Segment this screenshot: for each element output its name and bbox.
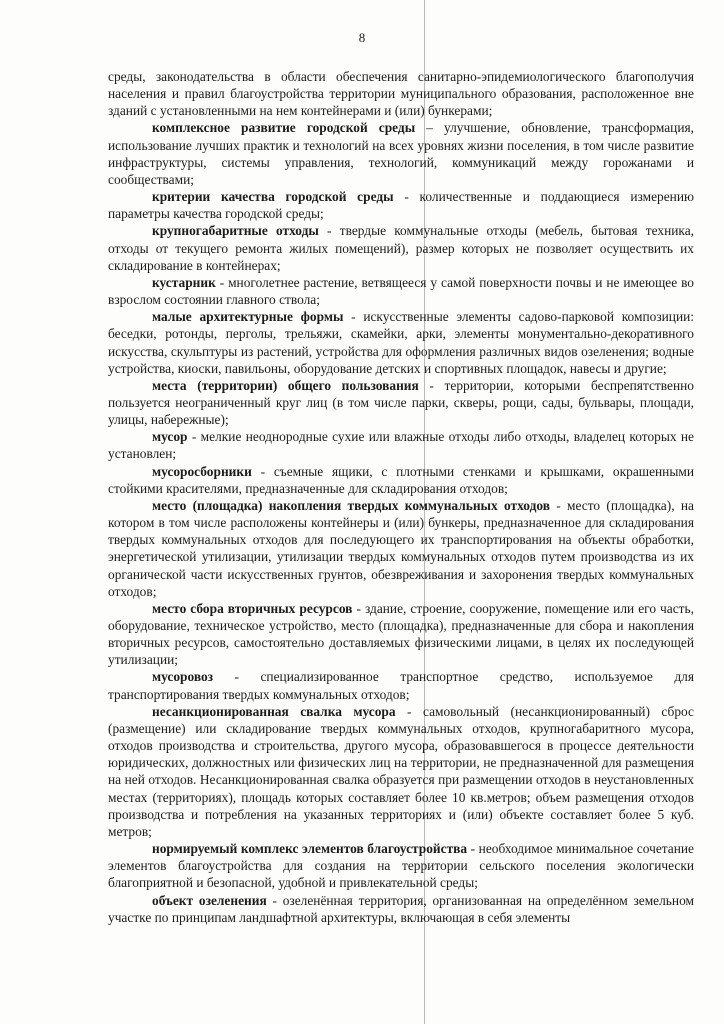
definition-text: - искусственные элементы садово-парковой композиции: беседки, ротонды, перголы, трельяжи, скамейки, арки, элементы монументально-декоративного искусства, скульптуры из растений, устройства для оформления различных видов озеленения; водные устройства, киоски, павильоны, оборудование детских и спортивных площадок, навесы и другие; [108, 309, 694, 376]
definition-text: - мелкие неоднородные сухие или влажные отходы либо отходы, владелец которых не установлен; [108, 429, 694, 462]
definition-paragraph [108, 377, 694, 428]
defined-term: объект озеленения [152, 892, 267, 908]
defined-term: мусоросборники [152, 463, 252, 479]
definition-paragraph [108, 188, 694, 222]
defined-term: мусоровоз [152, 669, 214, 685]
defined-term: нормируемый комплекс элементов благоустройства [152, 841, 468, 857]
definition-paragraph [108, 222, 694, 273]
definition-paragraph [108, 308, 694, 377]
definition-paragraph [108, 428, 694, 462]
definition-text: - территории, которыми беспрепятственно пользуется неограниченный круг лиц (в том числе парки, скверы, рощи, сады, бульвары, площади, улицы, набережные); [108, 377, 694, 428]
definition-paragraph [108, 892, 694, 926]
defined-term: место сбора вторичных ресурсов [152, 600, 353, 616]
definition-paragraph [108, 119, 694, 188]
defined-term: мусор [152, 429, 188, 445]
definition-text: - специализированное транспортное средство, используемое для транспортирования твердых коммунальных отходов; [108, 669, 694, 702]
definition-text: - количественные и поддающиеся измерению параметры качества городской среды; [108, 189, 694, 222]
definition-paragraph [108, 840, 694, 891]
definition-paragraph [108, 668, 694, 702]
definition-text: - съемные ящики, с плотными стенками и крышками, окрашенными стойкими красителями, предназначенные для складирования отходов; [108, 463, 694, 496]
definition-text: среды, законодательства в области обеспечения санитарно-эпидемиологического благополучия населения и правил благоустройства территории муниципального образования, расположенное вне зданий с установленными на нем контейнерами и (или) бункерами; [108, 69, 694, 119]
definition-paragraph [108, 274, 694, 308]
defined-term: критерии качества городской среды [152, 189, 394, 205]
definition-paragraph [108, 703, 694, 840]
definition-text: - многолетнее растение, ветвящееся у самой поверхности почвы и не имеющее во взрослом состоянии главного ствола; [108, 274, 694, 308]
defined-term: крупногабаритные отходы [152, 223, 319, 239]
defined-term: кустарник [152, 274, 216, 290]
definition-text: - место (площадка), на котором в том числе расположены контейнеры и (или) бункеры, предназначенное для складирования твердых коммунальных отходов для последующего их транспортирования на объекты обработки, энергетической утилизации, утилизации твердых коммунальных отходов путем производства из их органической части искусственных грунтов, обезвреживания и захоронения твердых коммунальных отходов; [108, 497, 694, 599]
defined-term: места (территории) общего пользования [152, 377, 419, 393]
definition-text: - здание, строение, сооружение, помещение или его часть, оборудование, техническое устройство, место (площадка), предназначенные для сбора и накопления вторичных ресурсов, самостоятельно доставляемых физическими лицами, в целях их последующей утилизации; [108, 600, 694, 668]
defined-term: несанкционированная свалка мусора [152, 703, 396, 719]
page-number: 8 [358, 30, 366, 45]
definition-text: – улучшение, обновление, трансформация, использование лучших практик и технологий на всех уровнях жизни поселения, в том числе развитие инфраструктуры, системы управления, технологий, коммуникаций между горожанами и сообществами; [108, 120, 694, 187]
definition-text: - самовольный (несанкционированный) сброс (размещение) или складирование твердых коммунальных отходов, крупногабаритного мусора, отходов производства и строительства, другого мусора, образовавшегося в процессе деятельности юридических, должностных или физических лиц на территории, не предназначенной для размещения на ней отходов. Несанкционированная свалка образуется при размещении отходов в неустановленных местах (территориях), площадь которых составляет более 10 кв.метров; объем размещения отходов производства и потребления на указанных территориях и (или) объекте составляет более 5 куб. метров; [108, 703, 694, 839]
defined-term: место (площадка) накопления твердых коммунальных отходов [152, 497, 550, 513]
definition-text: - озеленённая территория, организованная на определённом земельном участке по принципам ландшафтной архитектуры, включающая в себя элементы [108, 892, 694, 925]
definition-paragraph [108, 497, 694, 600]
definition-paragraph [108, 463, 694, 497]
document-body [108, 68, 694, 926]
definition-text: - твердые коммунальные отходы (мебель, бытовая техника, отходы от текущего ремонта жилых помещений), размер которых не позволяет осуществить их складирование в контейнерах; [108, 223, 695, 273]
definition-paragraph [108, 68, 694, 119]
defined-term: малые архитектурные формы [152, 309, 344, 325]
definition-text: - необходимое минимальное сочетание элементов благоустройства для создания на территории сельского поселения экологически благоприятной и безопасной, удобной и привлекательной среды; [108, 841, 694, 891]
defined-term: комплексное развитие городской среды [152, 120, 416, 136]
definition-paragraph [108, 600, 694, 669]
